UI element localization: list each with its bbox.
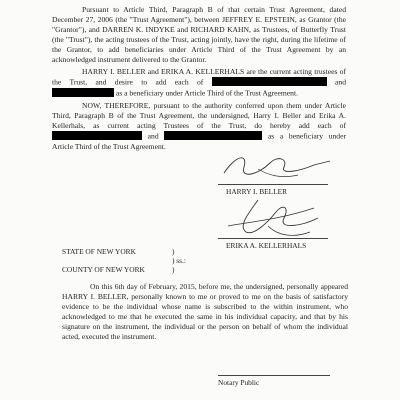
acknowledgment-text: On this 6th day of February, 2015, before me, the undersigned, personally appeared HARRY I. BELLER, personally known to me or proved to me on the basis of satisfactory evidence to be the individual whose name is subscribed to the within instrument, who acknowledged to me that he executed the same in his individual capacity, and that by his signature on the instrument, the individual or the person on behalf of whom the individual acted, executed the instrument. <box>62 282 348 342</box>
recital-text: Pursuant to Article Third, Paragraph B of that certain Trust Agreement, dated December 27, 2006 (the "Trust Agreement"), between JEFFREY E. EPSTEIN, as Grantor (the "Grantor"), and DARREN K. INDYKE and RICHARD KAHN, as Trustees, of Butterfly Trust (the "Trust"), the acting trustees of the Trust, acting jointly, have the right, during the lifetime of the Grantor, to add beneficiaries under Article Third of the Trust Agreement by an acknowledged instrument delivered to the Grantor. <box>52 5 346 65</box>
beneficiary-text: as a beneficiary under Article Third of the Trust Agreement. <box>115 88 298 98</box>
current-trustees-paragraph <box>52 67 346 98</box>
signature-kellerhals <box>218 196 338 242</box>
notary-signature-line <box>218 375 330 376</box>
conjunction: and <box>147 131 159 141</box>
signature-beller <box>218 145 338 185</box>
venue-county: COUNTY OF NEW YORK <box>62 265 145 274</box>
redaction-box <box>164 131 262 140</box>
trustees-text: HARRY I. BELLER and ERIKA A. KELLERHALS are the current acting trustees of the Trust, and desire to add each of <box>52 67 346 87</box>
redaction-box <box>212 77 327 86</box>
authority-text: NOW, THEREFORE, pursuant to the authority conferred upon them under Article Third, Paragraph B of the Trust Agreement, the undersigned, Harry I. Beller and Erika A. Kellerhals, as current acting Trustees of the Trust, do hereby add each of <box>52 101 346 131</box>
recital-paragraph <box>52 5 346 66</box>
venue-paren-top: ) <box>172 247 175 256</box>
conjunction: and <box>335 77 346 87</box>
signer-name-2: ERIKA A. KELLERHALS <box>226 241 307 250</box>
signer-name-1: HARRY I. BELLER <box>226 187 288 196</box>
venue-state: STATE OF NEW YORK <box>62 247 136 256</box>
venue-paren-bottom: ) <box>172 265 175 274</box>
redaction-box <box>52 88 114 97</box>
signature-line-2 <box>218 238 328 239</box>
signature-line-1 <box>218 184 328 185</box>
acknowledgment-paragraph <box>62 282 348 343</box>
beneficiary-text: as a beneficiary under Article Third of the Trust Agreement. <box>52 131 347 151</box>
venue-ss: ) ss.: <box>172 256 186 265</box>
redaction-box <box>52 131 142 140</box>
notary-label: Notary Public <box>218 378 260 387</box>
